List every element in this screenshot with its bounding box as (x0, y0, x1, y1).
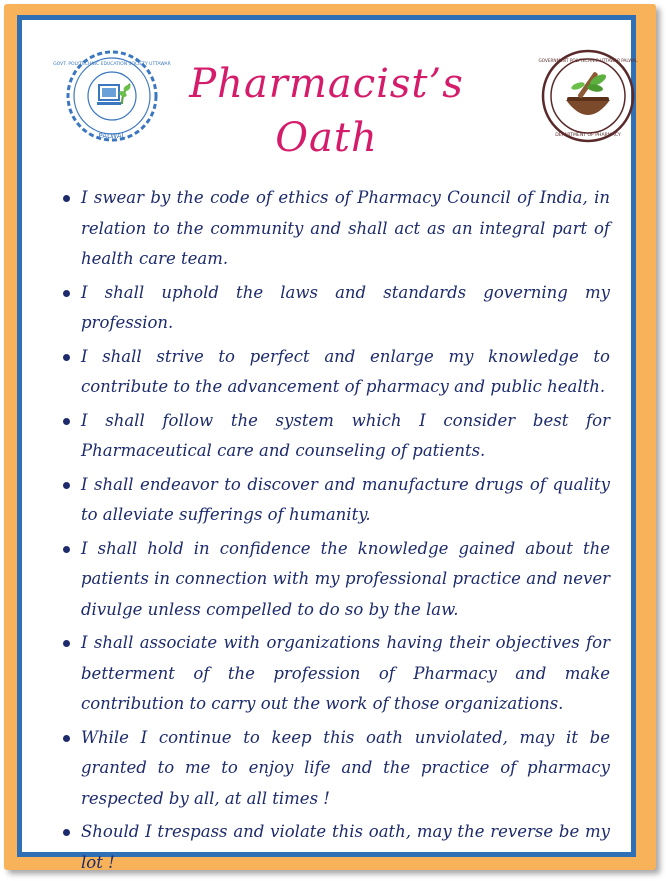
oath-card (17, 15, 638, 872)
oath-text: I shall strive to perfect and enlarge my knowledge to contribute to the advancement of pharmacy and public health. (81, 346, 610, 396)
oath-text: I swear by the code of ethics of Pharmacy Council of India, in relation to the community and shall act as an integral part of health care team. (81, 188, 610, 268)
bullet-icon (63, 546, 70, 553)
bullet-icon (63, 735, 70, 742)
bullet-icon (63, 354, 70, 361)
oath-item (62, 628, 610, 720)
left-seal-ring-text: GOVT. POLYTECHNIC EDUCATION SOCIETY UTTAWAR (53, 62, 171, 67)
oath-item (62, 534, 610, 626)
bullet-icon (63, 829, 70, 836)
oath-item (62, 342, 610, 403)
oath-item (62, 183, 610, 275)
oath-text: Should I trespass and violate this oath, may the reverse be my lot ! (81, 822, 610, 872)
oath-text: I shall endeavor to discover and manufacture drugs of quality to alleviate sufferings of humanity. (81, 474, 610, 524)
bullet-icon (63, 640, 70, 647)
oath-item (62, 278, 610, 339)
bullet-icon (63, 482, 70, 489)
oath-text: I shall hold in confidence the knowledge gained about the patients in connection with my professional practice and never divulge unless compelled to do so by the law. (81, 538, 610, 619)
bullet-icon (63, 290, 70, 297)
right-seal-bottom-text: DEPARTMENT OF PHARMACY (555, 133, 621, 138)
oath-text: I shall associate with organizations having their objectives for betterment of the profession of Pharmacy and make contribution to carry out the work of those organizations. (81, 633, 610, 713)
oath-item (62, 817, 610, 878)
oath-text: While I continue to keep this oath unviolated, may it be granted to me to enjoy life and the practice of pharmacy respected by all, at all times ! (81, 727, 610, 808)
oath-list (62, 183, 610, 881)
oath-text: I shall follow the system which I consider best for Pharmaceutical care and counseling of patients. (81, 410, 610, 460)
left-seal-bottom-text: PALWAL (98, 132, 126, 140)
bullet-icon (63, 418, 70, 425)
outer-frame (4, 4, 656, 870)
page-title-line1: Pharmacist’s (189, 61, 464, 107)
oath-item (62, 470, 610, 531)
oath-item (62, 723, 610, 815)
mortar-pestle-seal-icon (540, 44, 636, 152)
bullet-icon (63, 195, 70, 202)
page-title-line2: Oath (275, 115, 378, 161)
oath-text: I shall uphold the laws and standards governing my profession. (81, 282, 610, 332)
right-seal-ring-text: GOVERNMENT POLYTECHNIC UTTAWAR PALWAL (538, 58, 638, 63)
oath-item (62, 406, 610, 467)
